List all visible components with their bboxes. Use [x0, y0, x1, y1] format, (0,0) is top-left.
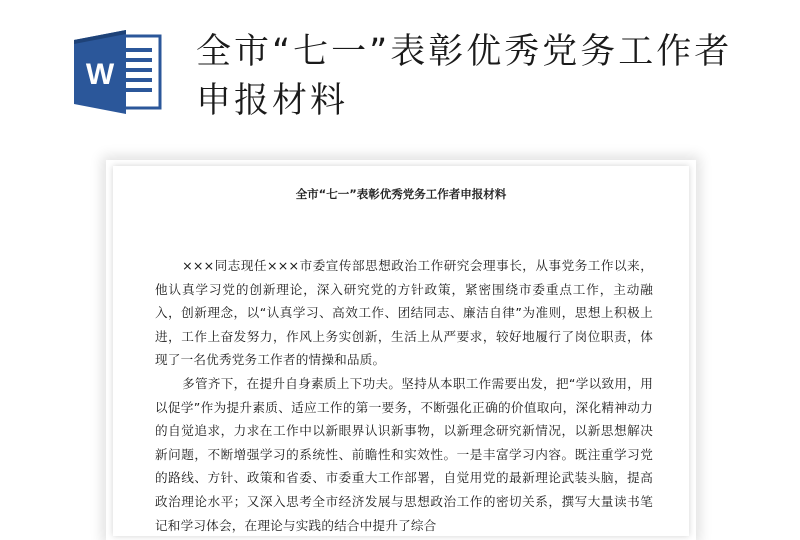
header	[0, 0, 800, 150]
page-title: 全市“七一”表彰优秀党务工作者申报材料	[295, 187, 507, 201]
word-document-icon	[72, 30, 164, 114]
paragraph-2: 多管齐下，在提升自身素质上下功夫。坚持从本职工作需要出发，把“学以致用，用以促学”作为提升素质、适应工作的第一要务，不断强化正确的价值取向，深化精神动力的自觉追求，力求在工作中以新眼界认识新事物，以新理念研究新情况，以新思想解决新问题，不断增强学习的系统性、前瞻性和实效性。一是丰富学习内容。既注重学习党的路线、方针、政策和省委、市委重大工作部署，自觉用党的最新理论武装头脑，提高政治理论水平；又深入思考全市经济发展与思想政治工作的密切关系，撰写大量读书笔记和学习体会，在理论与实践的结合中提升了综合	[155, 376, 653, 533]
paragraph-1: ×××同志现任×××市委宣传部思想政治工作研究会理事长，从事党务工作以来，他认真学习党的创新理论，深入研究党的方针政策，紧密围绕市委重点工作，主动融入，创新理念，以“认真学习、高效工作、团结同志、廉洁自律”为准则，思想上积极上进，工作上奋发努力，作风上务实创新，生活上从严要求，较好地履行了岗位职责，体现了一名优秀党务工作者的情操和品质。	[155, 258, 653, 368]
word-icon-letter: W	[85, 58, 115, 91]
document-file-title: 全市“七一”表彰优秀党务工作者申报材料	[196, 32, 733, 121]
document-page	[113, 166, 689, 536]
